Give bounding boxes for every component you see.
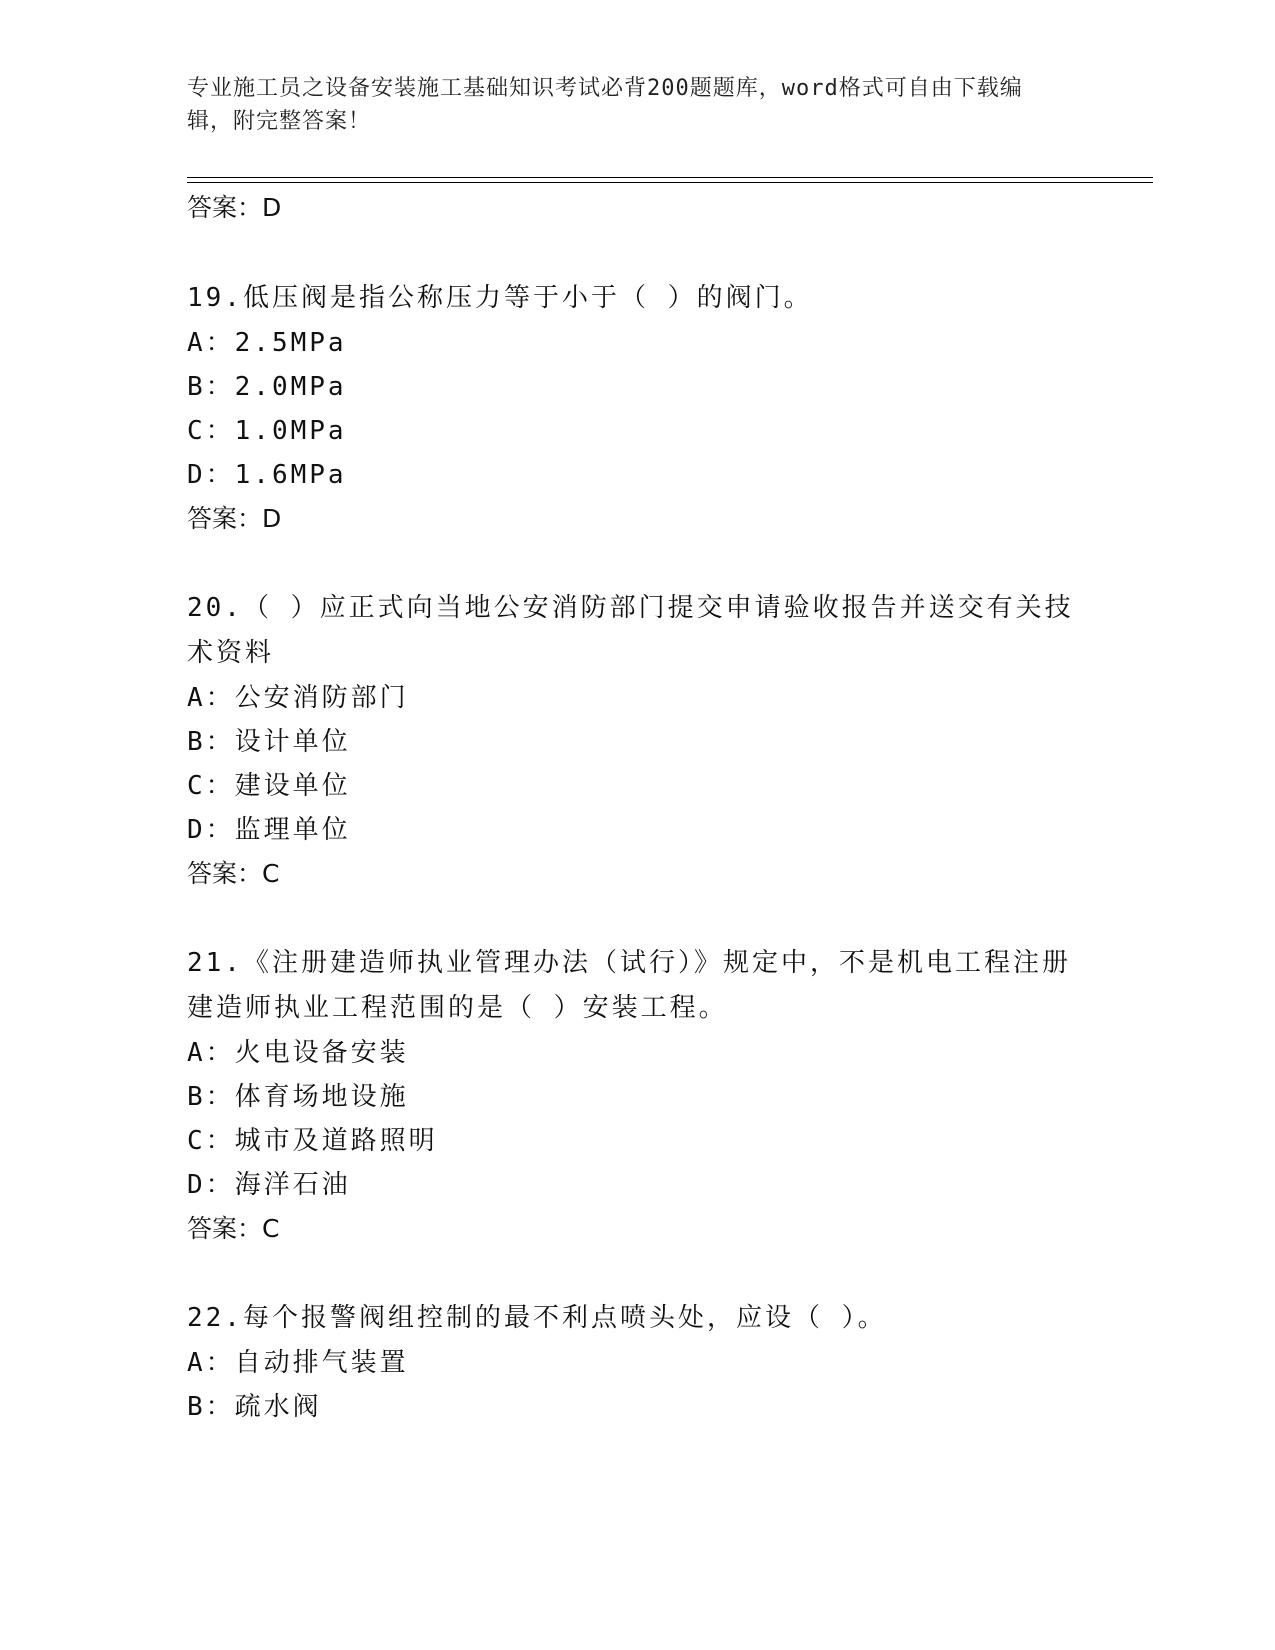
- question-20-option-d: D：监理单位: [187, 815, 351, 845]
- document-header: 专业施工员之设备安装施工基础知识考试必背200题题库，word格式可自由下载编辑，附完整答案！: [187, 76, 1023, 134]
- answer-20: 答案：C: [187, 859, 280, 888]
- question-22-option-b: B：疏水阀: [187, 1392, 322, 1422]
- question-21-option-a: A：火电设备安装: [187, 1038, 409, 1068]
- question-19-option-c: C：1.0MPa: [187, 416, 347, 446]
- question-21-option-b: B：体育场地设施: [187, 1082, 409, 1112]
- question-21-text: 21.《注册建造师执业管理办法（试行）》规定中，不是机电工程注册建造师执业工程范围的是（ ）安装工程。: [187, 948, 1071, 1023]
- question-19-text: 19.低压阀是指公称压力等于小于（ ）的阀门。: [187, 283, 813, 313]
- question-20-option-b: B：设计单位: [187, 727, 351, 757]
- question-19-option-d: D：1.6MPa: [187, 460, 347, 490]
- header-rule-top: [187, 177, 1153, 178]
- question-22-option-a: A：自动排气装置: [187, 1348, 409, 1378]
- question-20-option-a: A：公安消防部门: [187, 683, 409, 713]
- question-21-option-d: D：海洋石油: [187, 1170, 351, 1200]
- question-20-text: 20.（ ）应正式向当地公安消防部门提交申请验收报告并送交有关技术资料: [187, 593, 1074, 668]
- question-22-text: 22.每个报警阀组控制的最不利点喷头处，应设（ ）。: [187, 1303, 887, 1333]
- answer-19: 答案：D: [187, 504, 282, 533]
- question-21-option-c: C：城市及道路照明: [187, 1126, 438, 1156]
- answer-18: 答案：D: [187, 193, 282, 222]
- question-19-option-a: A：2.5MPa: [187, 328, 347, 358]
- question-19-option-b: B：2.0MPa: [187, 372, 347, 402]
- header-rule-bottom: [187, 182, 1153, 183]
- question-20-option-c: C：建设单位: [187, 771, 351, 801]
- answer-21: 答案：C: [187, 1214, 280, 1243]
